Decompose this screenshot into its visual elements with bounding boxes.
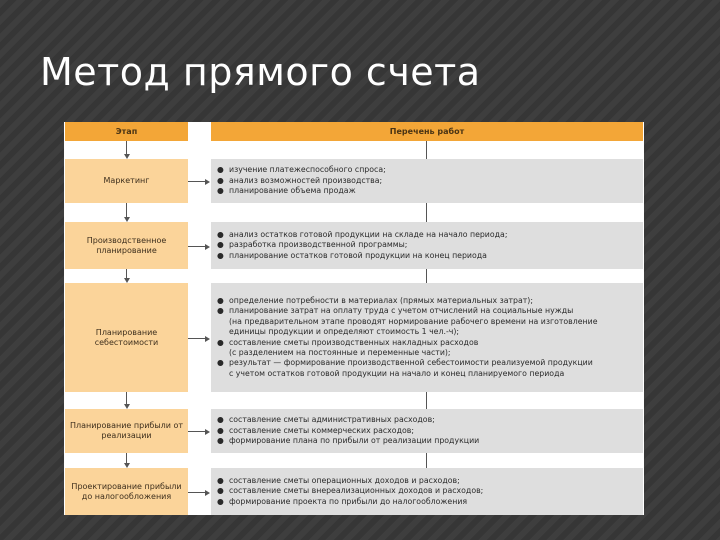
work-item bbox=[217, 230, 637, 240]
work-text: формирование плана по прибыли от реализации продукции bbox=[229, 436, 480, 446]
work-text: планирование объема продаж bbox=[229, 186, 356, 196]
arrow-down-icon bbox=[124, 278, 130, 283]
arrow-down-icon bbox=[124, 217, 130, 222]
work-item bbox=[217, 317, 637, 327]
work-text: (с разделением на постоянные и переменные части); bbox=[229, 347, 451, 357]
bullet-icon: ● bbox=[217, 306, 224, 316]
arrow-right-icon bbox=[205, 490, 210, 496]
work-text: с учетом остатков готовой продукции на начало и конец планируемого периода bbox=[229, 368, 565, 378]
work-text: планирование остатков готовой продукции на конец периода bbox=[229, 250, 487, 260]
work-text: планирование затрат на оплату труда с учетом отчислений на социальные нужды bbox=[229, 306, 574, 316]
bullet-icon: ● bbox=[217, 175, 224, 185]
works-connector bbox=[426, 203, 427, 222]
bullet-icon: ● bbox=[217, 496, 224, 506]
stage-to-works-connector bbox=[188, 338, 205, 339]
process-diagram bbox=[64, 122, 644, 515]
work-text: составление сметы операционных доходов и расходов; bbox=[229, 475, 460, 485]
bullet-icon: ● bbox=[217, 337, 224, 347]
work-text: изучение платежеспособного спроса; bbox=[229, 165, 386, 175]
work-text: составление сметы коммерческих расходов; bbox=[229, 425, 414, 435]
bullet-icon: ● bbox=[217, 186, 224, 196]
arrow-right-icon bbox=[205, 244, 210, 250]
bullet-icon: ● bbox=[217, 486, 224, 496]
work-item bbox=[217, 369, 637, 379]
arrow-down-icon bbox=[124, 404, 130, 409]
stage-box: Планирование прибыли от реализации bbox=[65, 409, 188, 453]
works-box bbox=[211, 409, 643, 453]
works-connector bbox=[426, 453, 427, 468]
work-text: анализ остатков готовой продукции на складе на начало периода; bbox=[229, 229, 508, 239]
bullet-icon: ● bbox=[217, 165, 224, 175]
bullet-icon: ● bbox=[217, 358, 224, 368]
works-box bbox=[211, 222, 643, 269]
stage-box: Маркетинг bbox=[65, 159, 188, 203]
arrow-right-icon bbox=[205, 179, 210, 185]
works-box bbox=[211, 283, 643, 392]
work-item bbox=[217, 476, 637, 486]
header-stage: Этап bbox=[65, 122, 188, 141]
bullet-icon: ● bbox=[217, 240, 224, 250]
arrow-down-icon bbox=[124, 154, 130, 159]
stage-to-works-connector bbox=[188, 431, 205, 432]
flow-connector bbox=[126, 392, 127, 404]
work-item bbox=[217, 186, 637, 196]
works-box bbox=[211, 159, 643, 203]
work-item bbox=[217, 176, 637, 186]
flow-connector bbox=[126, 453, 127, 463]
work-text: результат — формирование производственной себестоимости реализуемой продукции bbox=[229, 358, 593, 368]
work-item bbox=[217, 348, 637, 358]
work-text: определение потребности в материалах (прямых материальных затрат); bbox=[229, 296, 533, 306]
bullet-icon: ● bbox=[217, 425, 224, 435]
work-text: формирование проекта по прибыли до налогообложения bbox=[229, 496, 468, 506]
bullet-icon: ● bbox=[217, 415, 224, 425]
flow-connector bbox=[126, 141, 127, 154]
bullet-icon: ● bbox=[217, 229, 224, 239]
stage-to-works-connector bbox=[188, 181, 205, 182]
header-works: Перечень работ bbox=[211, 122, 643, 141]
bullet-icon: ● bbox=[217, 296, 224, 306]
work-item bbox=[217, 165, 637, 175]
work-text: составление сметы административных расходов; bbox=[229, 415, 435, 425]
bullet-icon: ● bbox=[217, 250, 224, 260]
work-text: анализ возможностей производства; bbox=[229, 175, 383, 185]
stage-box: Производственное планирование bbox=[65, 222, 188, 269]
work-item bbox=[217, 296, 637, 306]
page-title: Метод прямого счета bbox=[40, 50, 481, 94]
stage-box: Проектирование прибыли до налогообложения bbox=[65, 468, 188, 515]
arrow-right-icon bbox=[205, 336, 210, 342]
stage-to-works-connector bbox=[188, 246, 205, 247]
work-item bbox=[217, 415, 637, 425]
arrow-right-icon bbox=[205, 429, 210, 435]
bullet-icon: ● bbox=[217, 436, 224, 446]
work-item bbox=[217, 358, 637, 368]
work-item bbox=[217, 426, 637, 436]
stage-box: Планирование себестоимости bbox=[65, 283, 188, 392]
bullet-icon: ● bbox=[217, 475, 224, 485]
work-text: (на предварительном этапе проводят нормирование рабочего времени на изготовление bbox=[229, 316, 598, 326]
work-item bbox=[217, 436, 637, 446]
work-item bbox=[217, 306, 637, 316]
works-connector bbox=[426, 141, 427, 159]
work-text: составление сметы внереализационных доходов и расходов; bbox=[229, 486, 484, 496]
work-item bbox=[217, 240, 637, 250]
flow-connector bbox=[126, 269, 127, 278]
works-box bbox=[211, 468, 643, 515]
work-item bbox=[217, 251, 637, 261]
works-connector bbox=[426, 269, 427, 283]
work-item bbox=[217, 338, 637, 348]
works-connector bbox=[426, 392, 427, 409]
stage-to-works-connector bbox=[188, 492, 205, 493]
work-text: единицы продукции и определяют стоимость 1 чел.-ч); bbox=[229, 327, 460, 337]
work-item bbox=[217, 497, 637, 507]
work-item bbox=[217, 486, 637, 496]
arrow-down-icon bbox=[124, 463, 130, 468]
work-text: составление сметы производственных накладных расходов bbox=[229, 337, 479, 347]
work-text: разработка производственной программы; bbox=[229, 240, 408, 250]
work-item bbox=[217, 327, 637, 337]
flow-connector bbox=[126, 203, 127, 217]
